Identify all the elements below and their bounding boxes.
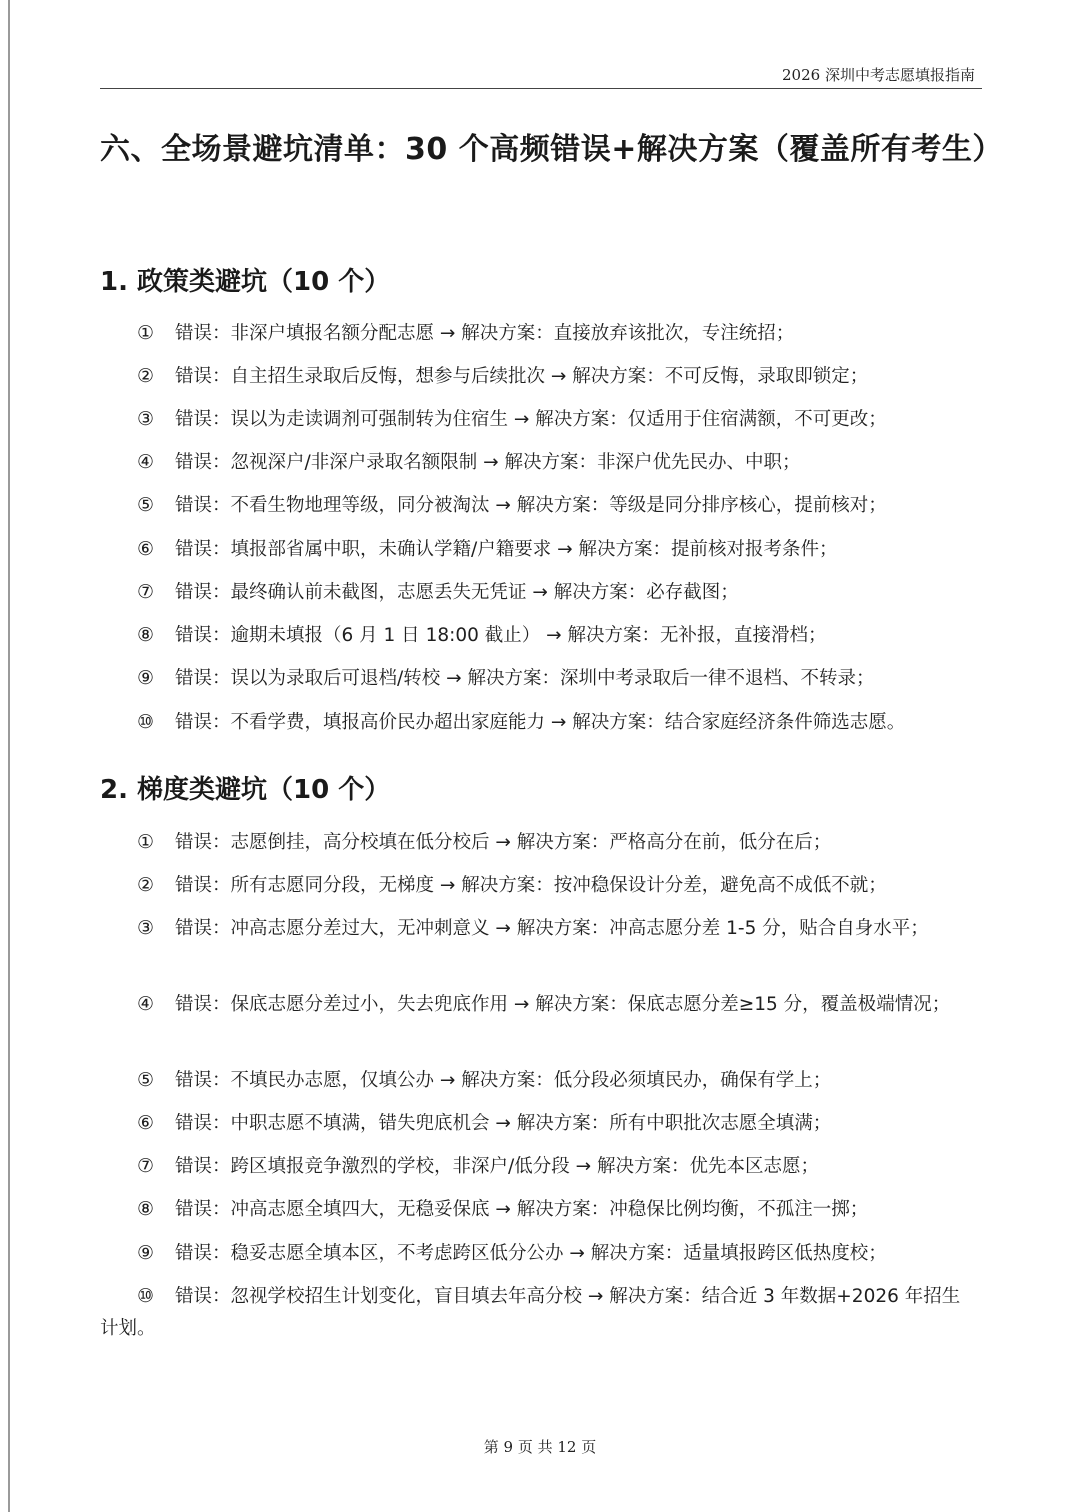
item-number: ⑤ (137, 494, 155, 516)
item-number: ⑩ (137, 711, 155, 733)
item-number: ⑧ (137, 1198, 155, 1220)
page-edge-line (8, 0, 10, 1512)
list-item (100, 1237, 972, 1270)
list-item (100, 1280, 972, 1345)
item-text: 错误：保底志愿分差过小，失去兜底作用 → 解决方案：保底志愿分差≥15 分，覆盖极端情况； (175, 994, 951, 1015)
list-item (100, 869, 972, 902)
item-text: 错误：所有志愿同分段，无梯度 → 解决方案：按冲稳保设计分差，避免高不成低不就； (175, 875, 887, 896)
list-item (100, 706, 972, 739)
list-item (100, 1107, 972, 1140)
list-item (100, 446, 972, 479)
item-number: ③ (137, 917, 155, 939)
item-text: 错误：冲高志愿全填四大，无稳妥保底 → 解决方案：冲稳保比例均衡，不孤注一掷； (175, 1199, 869, 1220)
list-item (100, 489, 972, 522)
item-text: 错误：志愿倒挂，高分校填在低分校后 → 解决方案：严格高分在前，低分在后； (175, 832, 832, 853)
list-item (100, 317, 972, 350)
item-text: 错误：不看学费，填报高价民办超出家庭能力 → 解决方案：结合家庭经济条件筛选志愿。 (175, 712, 906, 733)
list-item (100, 662, 972, 695)
list-item (100, 1193, 972, 1226)
list-item (100, 360, 972, 393)
list-item (100, 533, 972, 566)
page-title: 六、全场景避坑清单：30 个高频错误+解决方案（覆盖所有考生） (100, 132, 1003, 167)
item-number: ⑩ (137, 1285, 155, 1307)
item-text: 错误：不填民办志愿，仅填公办 → 解决方案：低分段必须填民办，确保有学上； (175, 1070, 832, 1091)
list-item (100, 1064, 972, 1097)
item-text: 错误：填报部省属中职，未确认学籍/户籍要求 → 解决方案：提前核对报考条件； (175, 539, 838, 560)
item-number: ⑨ (137, 1242, 155, 1264)
item-number: ⑤ (137, 1069, 155, 1091)
item-text: 错误：最终确认前未截图，志愿丢失无凭证 → 解决方案：必存截图； (175, 582, 739, 603)
list-item (100, 988, 972, 1021)
item-number: ④ (137, 993, 155, 1015)
list-item (100, 619, 972, 652)
item-number: ⑨ (137, 667, 155, 689)
item-number: ② (137, 365, 155, 387)
item-text: 错误：忽视学校招生计划变化，盲目填去年高分校 → 解决方案：结合近 3 年数据+2026 年招生计划。 (100, 1286, 961, 1339)
list-item (100, 912, 972, 945)
item-number: ④ (137, 451, 155, 473)
item-number: ⑦ (137, 581, 155, 603)
item-text: 错误：不看生物地理等级，同分被淘汰 → 解决方案：等级是同分排序核心，提前核对； (175, 495, 887, 516)
list-item (100, 403, 972, 436)
running-header: 2026 深圳中考志愿填报指南 (782, 66, 975, 84)
item-text: 错误：非深户填报名额分配志愿 → 解决方案：直接放弃该批次，专注统招； (175, 323, 795, 344)
page-number-footer: 第 9 页 共 12 页 (483, 1438, 597, 1456)
item-number: ⑥ (137, 1112, 155, 1134)
item-text: 错误：逾期未填报（6 月 1 日 18:00 截止） → 解决方案：无补报，直接滑档； (175, 625, 827, 646)
item-text: 错误：自主招生录取后反悔，想参与后续批次 → 解决方案：不可反悔，录取即锁定； (175, 366, 869, 387)
list-item (100, 576, 972, 609)
header-divider (100, 88, 982, 89)
item-number: ⑦ (137, 1155, 155, 1177)
item-text: 错误：冲高志愿分差过大，无冲刺意义 → 解决方案：冲高志愿分差 1-5 分，贴合自身水平； (175, 918, 929, 939)
section-heading-gradient: 2. 梯度类避坑（10 个） (100, 775, 391, 805)
list-item (100, 1150, 972, 1183)
item-text: 错误：中职志愿不填满，错失兜底机会 → 解决方案：所有中职批次志愿全填满； (175, 1113, 832, 1134)
item-number: ⑥ (137, 538, 155, 560)
item-text: 错误：误以为走读调剂可强制转为住宿生 → 解决方案：仅适用于住宿满额，不可更改； (175, 409, 887, 430)
item-text: 错误：误以为录取后可退档/转校 → 解决方案：深圳中考录取后一律不退档、不转录； (175, 668, 875, 689)
item-text: 错误：忽视深户/非深户录取名额限制 → 解决方案：非深户优先民办、中职； (175, 452, 801, 473)
list-item (100, 826, 972, 859)
section-heading-policy: 1. 政策类避坑（10 个） (100, 267, 391, 297)
item-number: ① (137, 322, 155, 344)
item-text: 错误：稳妥志愿全填本区，不考虑跨区低分公办 → 解决方案：适量填报跨区低热度校； (175, 1243, 887, 1264)
item-number: ① (137, 831, 155, 853)
item-text: 错误：跨区填报竞争激烈的学校，非深户/低分段 → 解决方案：优先本区志愿； (175, 1156, 819, 1177)
item-number: ⑧ (137, 624, 155, 646)
item-number: ③ (137, 408, 155, 430)
item-number: ② (137, 874, 155, 896)
